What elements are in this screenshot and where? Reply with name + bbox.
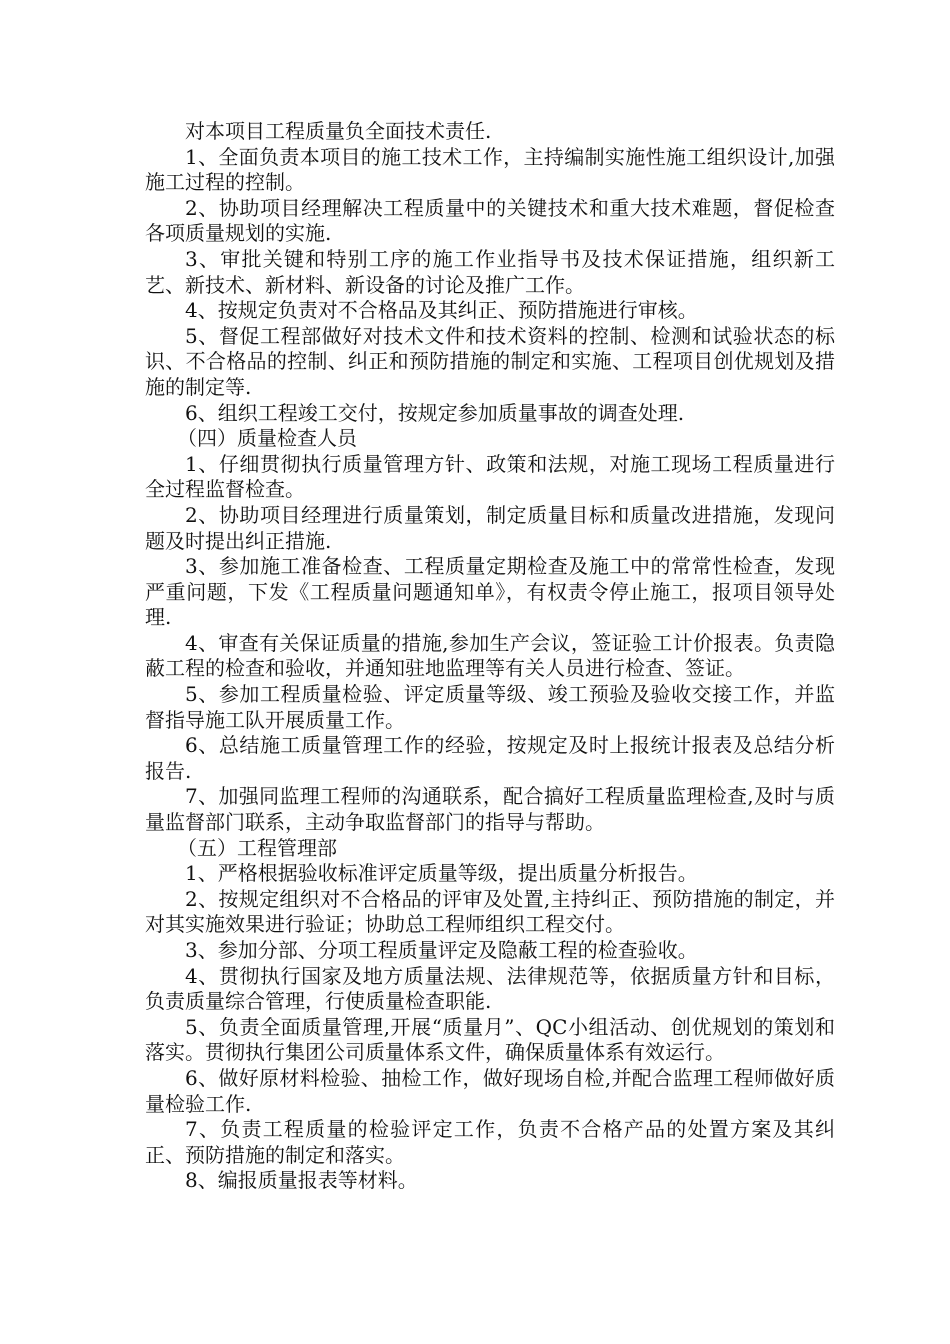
paragraph: 4、贯彻执行国家及地方质量法规、法律规范等，依据质量方针和目标，负责质量综合管理，行使质量检查职能. [145, 963, 835, 1014]
paragraph: 3、审批关键和特别工序的施工作业指导书及技术保证措施，组织新工艺、新技术、新材料、新设备的讨论及推广工作。 [145, 246, 835, 297]
section-heading-quality-inspectors: （四）质量检查人员 [177, 426, 357, 451]
paragraph: 6、组织工程竣工交付，按规定参加质量事故的调查处理. [185, 400, 685, 425]
document-body [145, 119, 835, 1194]
paragraph: 6、做好原材料检验、抽检工作，做好现场自检,并配合监理工程师做好质量检验工作. [145, 1065, 835, 1116]
paragraph: 6、总结施工质量管理工作的经验，按规定及时上报统计报表及总结分析报告. [145, 733, 835, 783]
paragraph: 3、参加分部、分项工程质量评定及隐蔽工程的检查验收。 [185, 938, 698, 962]
paragraph: 2、按规定组织对不合格品的评审及处置,主持纠正、预防措施的制定，并对其实施效果进行验证；协助总工程师组织工程交付。 [145, 886, 835, 937]
paragraph: 4、按规定负责对不合格品及其纠正、预防措施进行审核。 [185, 298, 698, 323]
paragraph: 1、全面负责本项目的施工技术工作，主持编制实施性施工组织设计,加强施工过程的控制。 [145, 144, 835, 195]
paragraph: 5、参加工程质量检验、评定质量等级、竣工预验及验收交接工作，并监督指导施工队开展质量工作。 [145, 682, 835, 732]
section-heading-engineering-dept: （五）工程管理部 [177, 835, 337, 860]
paragraph: 对本项目工程质量负全面技术责任. [185, 119, 492, 143]
paragraph: 1、仔细贯彻执行质量管理方针、政策和法规，对施工现场工程质量进行全过程监督检查。 [145, 451, 835, 502]
paragraph: 7、加强同监理工程师的沟通联系，配合搞好工程质量监理检查,及时与质量监督部门联系，主动争取监督部门的指导与帮助。 [145, 784, 835, 835]
paragraph: 2、协助项目经理进行质量策划，制定质量目标和质量改进措施，发现问题及时提出纠正措施. [145, 502, 835, 553]
paragraph: 4、审查有关保证质量的措施,参加生产会议，签证验工计价报表。负责隐蔽工程的检查和验收，并通知驻地监理等有关人员进行检查、签证。 [145, 630, 835, 681]
paragraph: 5、负责全面质量管理,开展“质量月”、QC小组活动、创优规划的策划和落实。贯彻执行集团公司质量体系文件，确保质量体系有效运行。 [145, 1014, 835, 1065]
paragraph: 3、参加施工准备检查、工程质量定期检查及施工中的常常性检查，发现严重问题，下发《工程质量问题通知单》，有权责令停止施工，报项目领导处理. [145, 554, 835, 630]
paragraph: 7、负责工程质量的检验评定工作，负责不合格产品的处置方案及其纠正、预防措施的制定和落实。 [145, 1117, 835, 1167]
paragraph: 5、督促工程部做好对技术文件和技术资料的控制、检测和试验状态的标识、不合格品的控制、纠正和预防措施的制定和实施、工程项目创优规划及措施的制定等. [145, 323, 835, 399]
paragraph: 1、严格根据验收标准评定质量等级，提出质量分析报告。 [185, 861, 698, 886]
paragraph: 8、编报质量报表等材料。 [185, 1168, 418, 1193]
paragraph: 2、协助项目经理解决工程质量中的关键技术和重大技术难题，督促检查各项质量规划的实施. [145, 195, 835, 246]
